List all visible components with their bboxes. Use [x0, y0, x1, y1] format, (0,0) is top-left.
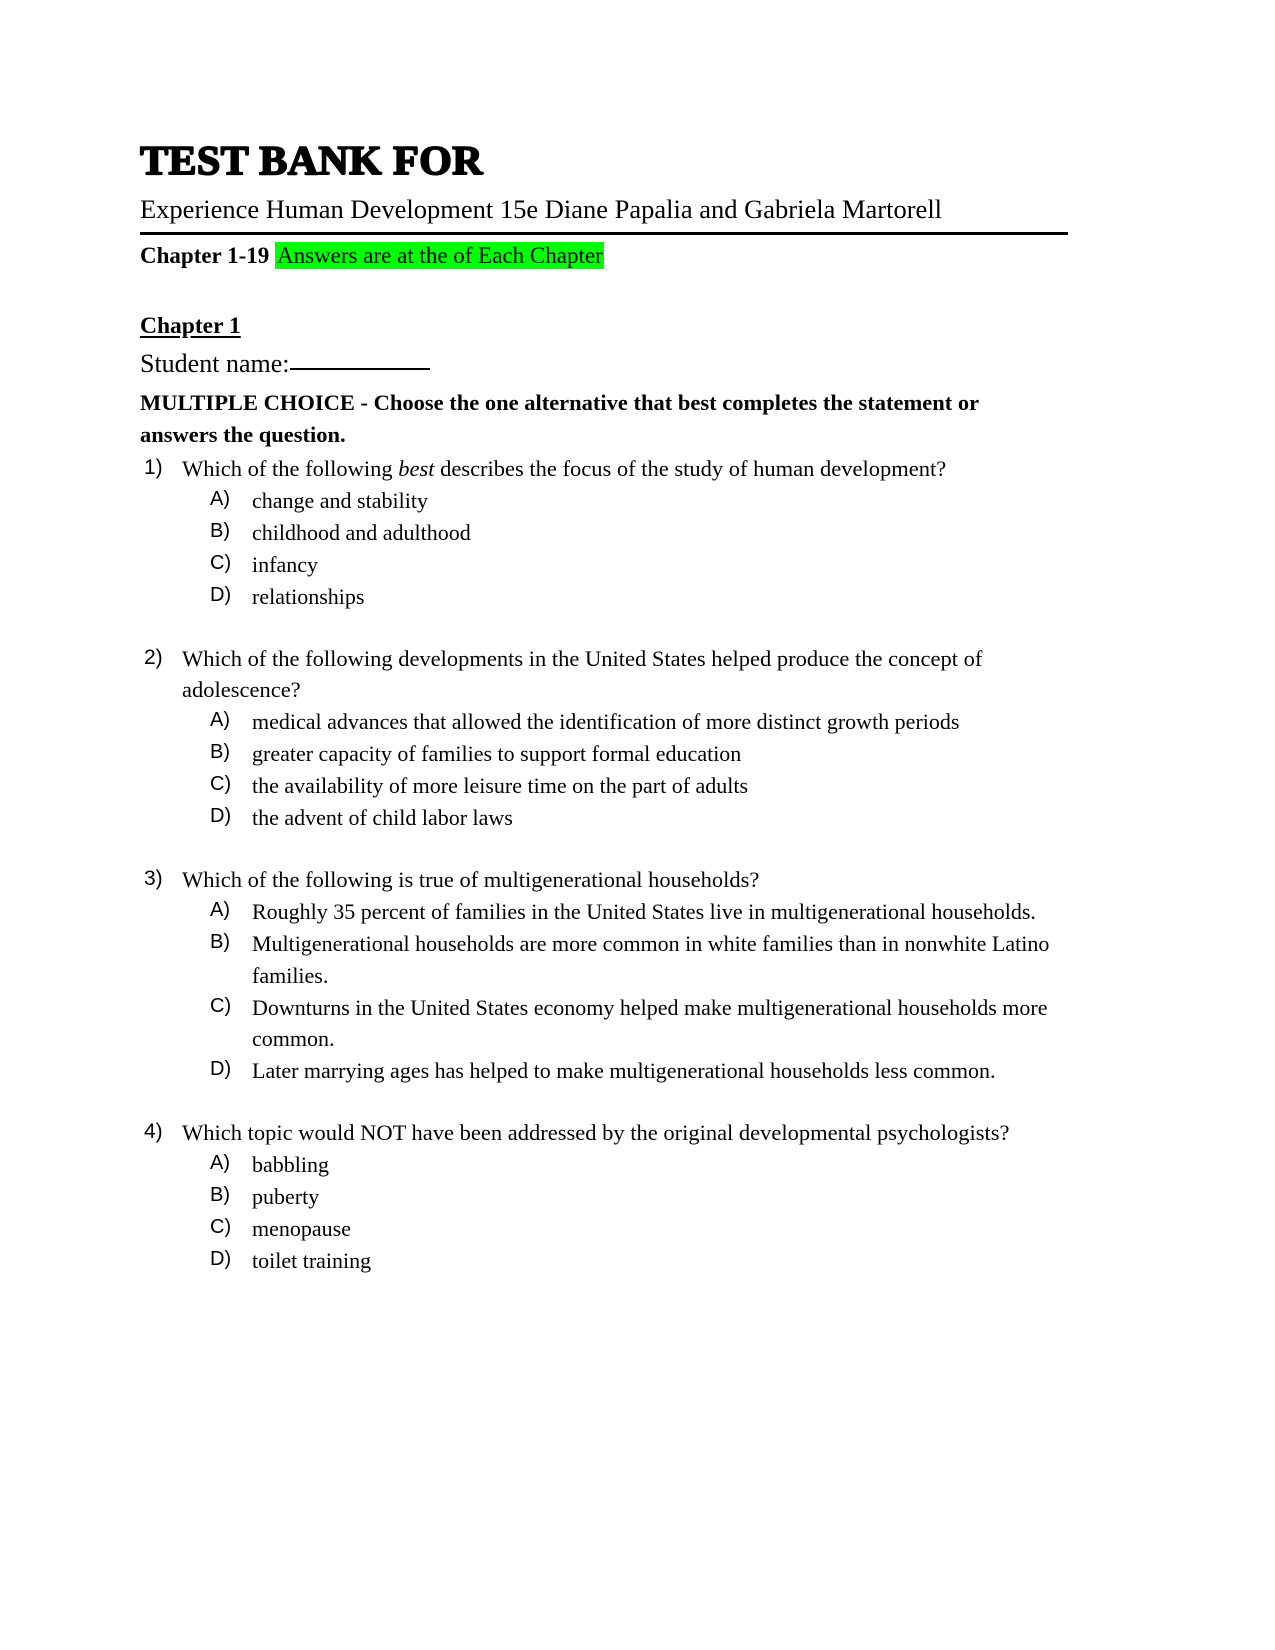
option-text: change and stability	[252, 487, 428, 513]
question-number: 1)	[144, 456, 163, 480]
option-item[interactable]	[182, 802, 1090, 834]
option-text: Downturns in the United States economy helped make multigenerational households more common.	[252, 994, 1048, 1052]
option-list	[182, 706, 1090, 834]
option-letter: B)	[210, 930, 230, 953]
option-text: medical advances that allowed the identification of more distinct growth periods	[252, 709, 960, 735]
question-emphasis: best	[398, 456, 435, 482]
chapter-range-label: Chapter 1-19	[140, 243, 270, 269]
answers-note-highlighted: Answers are at the of Each Chapter	[277, 243, 603, 269]
option-letter: C)	[210, 1215, 232, 1238]
student-name-label: Student name:	[140, 349, 290, 379]
question-item	[140, 453, 1090, 613]
instructions-text: MULTIPLE CHOICE - Choose the one alternative that best completes the statement or answers the question.	[140, 390, 979, 448]
question-text: Which of the following developments in the United States helped produce the concept of adolescence?	[182, 645, 983, 703]
option-text: Multigenerational households are more common in white families than in nonwhite Latino families.	[252, 930, 1050, 988]
option-item[interactable]	[182, 1055, 1090, 1087]
option-text: relationships	[252, 583, 365, 609]
option-letter: C)	[210, 773, 232, 796]
document-subtitle: Experience Human Development 15e Diane Papalia and Gabriela Martorell	[140, 194, 943, 224]
option-letter: A)	[210, 487, 230, 510]
option-letter: B)	[210, 1184, 230, 1207]
student-name-line	[140, 347, 1090, 381]
question-text: Which topic would NOT have been addressed by the original developmental psychologists?	[182, 1120, 1010, 1146]
option-text: Roughly 35 percent of families in the United States live in multigenerational households.	[252, 898, 1036, 924]
option-text: Later marrying ages has helped to make multigenerational households less common.	[252, 1058, 996, 1084]
option-item[interactable]	[182, 896, 1090, 928]
option-item[interactable]	[182, 1213, 1090, 1245]
option-item[interactable]	[182, 485, 1090, 517]
option-item[interactable]	[182, 1245, 1090, 1277]
option-text: the advent of child labor laws	[252, 805, 513, 831]
option-letter: A)	[210, 1152, 230, 1175]
option-text: toilet training	[252, 1247, 372, 1273]
option-list	[182, 896, 1090, 1087]
header-divider	[140, 232, 1068, 235]
option-item[interactable]	[182, 517, 1090, 549]
chapter-heading-wrapper	[140, 271, 1090, 340]
option-text: babbling	[252, 1152, 329, 1178]
option-text: puberty	[252, 1184, 320, 1210]
option-item[interactable]	[182, 1181, 1090, 1213]
option-text: childhood and adulthood	[252, 519, 471, 545]
option-item[interactable]	[182, 706, 1090, 738]
option-item[interactable]	[182, 992, 1090, 1056]
option-item[interactable]	[182, 738, 1090, 770]
chapter-heading: Chapter 1	[140, 313, 241, 340]
question-item	[140, 1117, 1090, 1277]
question-text: Which of the following is true of multigenerational households?	[182, 866, 760, 892]
question-item	[140, 864, 1090, 1087]
question-number: 2)	[144, 645, 163, 669]
option-text: infancy	[252, 551, 318, 577]
option-letter: A)	[210, 709, 230, 732]
option-item[interactable]	[182, 581, 1090, 613]
option-list	[182, 1149, 1090, 1277]
option-list	[182, 485, 1090, 613]
option-text: the availability of more leisure time on the part of adults	[252, 773, 749, 799]
option-letter: B)	[210, 519, 230, 542]
option-letter: C)	[210, 994, 232, 1017]
option-letter: D)	[210, 583, 232, 606]
option-item[interactable]	[182, 549, 1090, 581]
option-text: menopause	[252, 1215, 351, 1241]
option-letter: B)	[210, 741, 230, 764]
option-item[interactable]	[182, 770, 1090, 802]
question-number: 3)	[144, 866, 163, 890]
question-number: 4)	[144, 1120, 163, 1144]
option-text: greater capacity of families to support formal education	[252, 741, 742, 767]
option-letter: D)	[210, 1247, 232, 1270]
student-name-blank[interactable]	[290, 368, 430, 370]
option-letter: D)	[210, 1058, 232, 1081]
option-letter: C)	[210, 551, 232, 574]
question-list	[140, 453, 1090, 1277]
document-title: TEST BANK FOR	[140, 137, 483, 183]
question-item	[140, 643, 1090, 834]
question-text: Which of the following best describes the focus of the study of human development?	[182, 456, 947, 482]
option-item[interactable]	[182, 928, 1090, 992]
option-item[interactable]	[182, 1149, 1090, 1181]
chapter-range-line	[140, 240, 1090, 271]
option-letter: D)	[210, 805, 232, 828]
option-letter: A)	[210, 898, 230, 921]
